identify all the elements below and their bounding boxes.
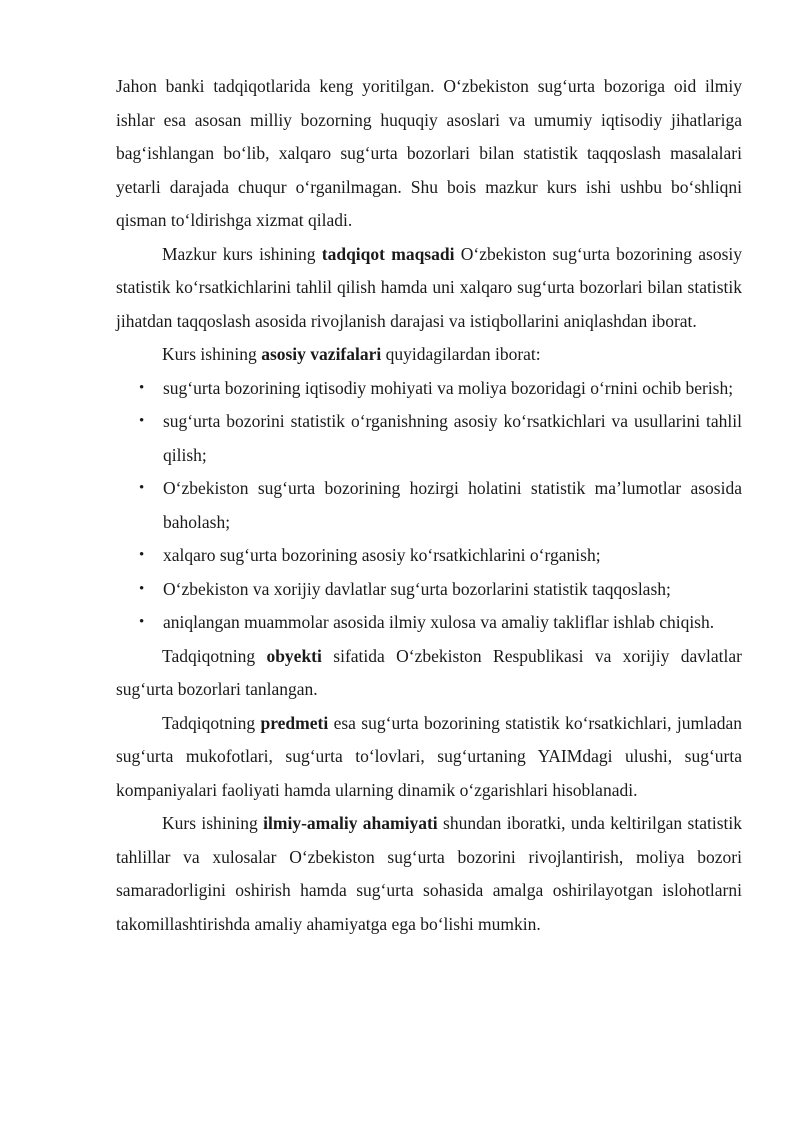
practical-significance-text-after: shundan iboratki, unda keltirilgan statistik tahlillar va xulosalar O‘zbekiston sug‘urta bozorini rivojlantirish, moliya bozori samaradorligini oshirish hamda sug‘urta sohasida amalga oshirilayotgan islohotlarni takomillashtirishda amaliy ahamiyatga ega bo‘lishi mumkin. — [116, 813, 742, 934]
tasks-intro-paragraph — [116, 338, 742, 372]
page-content — [116, 70, 742, 941]
research-object-term: obyekti — [266, 645, 322, 666]
research-object-paragraph — [116, 640, 742, 707]
research-subject-text-after: esa sug‘urta bozorining statistik ko‘rsatkichlari, jumladan sug‘urta mukofotlari, sug‘urta to‘lovlari, sug‘urtaning YAIMdagi ulushi, sug‘urta kompaniyalari faoliyati hamda ularning dinamik o‘zgarishlari hisoblanadi. — [116, 712, 743, 800]
research-goal-paragraph — [116, 238, 742, 339]
list-item — [116, 405, 742, 472]
practical-significance-text-before: Kurs ishining — [162, 813, 264, 833]
research-goal-text-after: O‘zbekiston sug‘urta bozorining asosiy statistik ko‘rsatkichlarini tahlil qilish hamda uni xalqaro sug‘urta bozorlari bilan statistik jihatdan taqqoslash asosida rivojlanish darajasi va istiqbollarini aniqlashdan iborat. — [116, 243, 742, 331]
list-item — [116, 372, 742, 406]
research-subject-paragraph — [116, 707, 742, 808]
list-item — [116, 472, 742, 539]
bullet-icon: • — [139, 614, 145, 630]
list-item-text: sug‘urta bozorining iqtisodiy mohiyati va moliya bozoridagi o‘rnini ochib berish; — [163, 377, 734, 398]
tasks-intro-term: asosiy vazifalari — [261, 344, 382, 364]
practical-significance-term: ilmiy-amaliy ahamiyati — [263, 813, 438, 833]
research-object-text-before: Tadqiqotning — [162, 645, 267, 666]
tasks-intro-text-after: quyidagilardan iborat: — [381, 344, 541, 364]
bullet-icon: • — [139, 547, 145, 563]
list-item-text: O‘zbekiston va xorijiy davlatlar sug‘urta bozorlarini statistik taqqoslash; — [163, 578, 671, 599]
bullet-icon: • — [139, 379, 145, 396]
research-object-text-after: sifatida O‘zbekiston Respublikasi va xorijiy davlatlar sug‘urta bozorlari tanlangan. — [116, 645, 742, 699]
list-item — [116, 539, 742, 573]
bullet-icon: • — [139, 480, 145, 496]
list-item-text: sug‘urta bozorini statistik o‘rganishning asosiy ko‘rsatkichlari va usullarini tahlil qilish; — [163, 411, 742, 465]
research-subject-term: predmeti — [260, 712, 329, 733]
list-item-text: aniqlangan muammolar asosida ilmiy xulosa va amaliy takliflar ishlab chiqish. — [163, 612, 715, 632]
practical-significance-paragraph — [116, 807, 742, 941]
research-goal-text-before: Mazkur kurs ishining — [162, 243, 322, 264]
research-goal-term: tadqiqot maqsadi — [321, 243, 455, 264]
tasks-list — [116, 372, 742, 640]
bullet-icon: • — [139, 413, 145, 429]
list-item — [116, 573, 742, 607]
intro-paragraph: Jahon banki tadqiqotlarida keng yoritilgan. O‘zbekiston sug‘urta bozoriga oid ilmiy ishlar esa asosan milliy bozorning huquqiy asoslari va umumiy iqtisodiy jihatlariga bag‘ishlangan bo‘lib, xalqaro sug‘urta bozorlari bilan statistik taqqoslash masalalari yetarli darajada chuqur o‘rganilmagan. Shu bois mazkur kurs ishi ushbu bo‘shliqni qisman to‘ldirishga xizmat qiladi. — [116, 76, 742, 230]
tasks-intro-text-before: Kurs ishining — [162, 344, 262, 364]
research-subject-text-before: Tadqiqotning — [162, 712, 261, 733]
bullet-icon: • — [139, 580, 145, 597]
list-item-text: xalqaro sug‘urta bozorining asosiy ko‘rsatkichlarini o‘rganish; — [163, 545, 601, 565]
list-item — [116, 606, 742, 640]
list-item-text: O‘zbekiston sug‘urta bozorining hozirgi holatini statistik ma’lumotlar asosida baholash; — [163, 478, 742, 532]
